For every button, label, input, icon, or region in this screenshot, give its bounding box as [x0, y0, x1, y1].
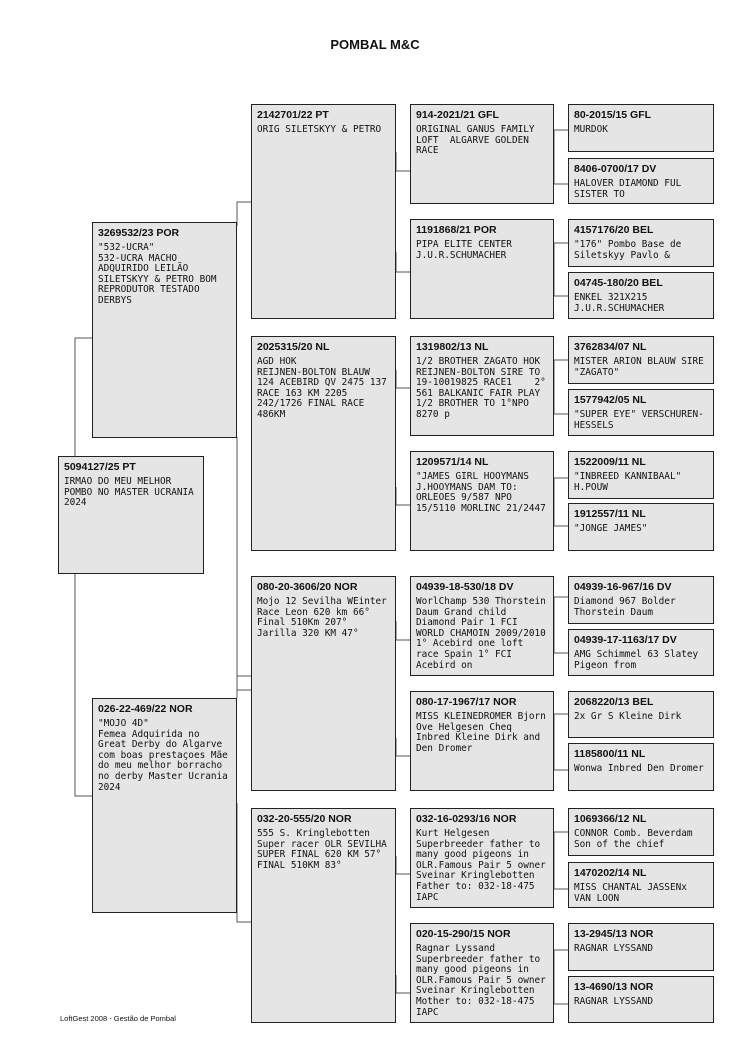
pedigree-card-gen4-4[interactable] [410, 451, 554, 551]
ring-number: 914-2021/21 GFL [416, 109, 499, 121]
ring-number: 3762834/07 NL [574, 341, 647, 353]
ring-number: 032-20-555/20 NOR [257, 813, 352, 825]
pedigree-card-gen5-13[interactable] [568, 808, 714, 856]
ring-number: 04745-180/20 BEL [574, 277, 663, 289]
bird-notes: AGD HOK REIJNEN-BOLTON BLAUW 124 ACEBIRD QV 2475 137 RACE 163 KM 2205 242/1726 FINAL RACE 486KM [257, 356, 387, 420]
ring-number: 1069366/12 NL [574, 813, 647, 825]
pedigree-card-gen5-16[interactable] [568, 976, 714, 1023]
ring-number: 5094127/25 PT [64, 461, 136, 473]
bird-notes: "SUPER EYE" VERSCHUREN-HESSELS [574, 409, 704, 431]
pedigree-card-sire-sire[interactable] [251, 104, 396, 319]
ring-number: 080-17-1967/17 NOR [416, 696, 517, 708]
pedigree-card-gen5-4[interactable] [568, 272, 714, 319]
ring-number: 04939-16-967/16 DV [574, 581, 672, 593]
bird-notes: PIPA ELITE CENTER J.U.R.SCHUMACHER [416, 239, 518, 261]
ring-number: 080-20-3606/20 NOR [257, 581, 358, 593]
bird-notes: "JONGE JAMES" [574, 523, 648, 534]
pedigree-card-gen5-6[interactable] [568, 389, 714, 436]
bird-notes: MISTER ARION BLAUW SIRE "ZAGATO" [574, 356, 710, 378]
pedigree-card-gen5-2[interactable] [568, 158, 714, 204]
pedigree-card-sire-dam[interactable] [251, 336, 396, 551]
ring-number: 1912557/11 NL [574, 508, 646, 520]
ring-number: 1319802/13 NL [416, 341, 489, 353]
pedigree-card-gen5-7[interactable] [568, 451, 714, 499]
pedigree-card-subject[interactable] [58, 456, 204, 574]
ring-number: 1185800/11 NL [574, 748, 646, 760]
pedigree-card-gen5-15[interactable] [568, 923, 714, 971]
pedigree-card-gen4-5[interactable] [410, 576, 554, 676]
pedigree-card-gen5-11[interactable] [568, 691, 714, 738]
bird-notes: Wonwa Inbred Den Dromer [574, 763, 704, 774]
bird-notes: MISS KLEINEDROMER Bjorn Ove Helgesen Cheq Inbred Kleine Dirk and Den Dromer [416, 711, 552, 754]
bird-notes: "INBREED KANNIBAAL" H.POUW [574, 471, 687, 493]
bird-notes: 2x Gr S Kleine Dirk [574, 711, 682, 722]
bird-notes: ORIGINAL GANUS FAMILY LOFT ALGARVE GOLDEN RACE [416, 124, 541, 157]
pedigree-card-gen5-12[interactable] [568, 743, 714, 791]
bird-notes: RAGNAR LYSSAND [574, 996, 654, 1007]
ring-number: 2068220/13 BEL [574, 696, 654, 708]
bird-notes: AMG Schimmel 63 Slatey Pigeon from [574, 649, 704, 671]
ring-number: 8406-0700/17 DV [574, 163, 657, 175]
bird-notes: CONNOR Comb. Beverdam Son of the chief [574, 828, 699, 850]
ring-number: 1522009/11 NL [574, 456, 646, 468]
ring-number: 13-4690/13 NOR [574, 981, 654, 993]
pedigree-card-dam-dam[interactable] [251, 808, 396, 1023]
ring-number: 1209571/14 NL [416, 456, 489, 468]
bird-notes: Kurt Helgesen Superbreeder father to many good pigeons in OLR.Famous Pair 5 owner Sveinar Kringlebotten Father to: 032-18-475 IAPC [416, 828, 552, 903]
pedigree-card-gen5-9[interactable] [568, 576, 714, 624]
bird-notes: 555 S. Kringlebotten Super racer OLR SEVILHA SUPER FINAL 620 KM 57° FINAL 510KM 83° [257, 828, 393, 871]
pedigree-card-gen4-8[interactable] [410, 923, 554, 1023]
bird-notes: Diamond 967 Bolder Thorstein Daum [574, 596, 682, 618]
pedigree-card-sire[interactable] [92, 222, 237, 438]
bird-notes: WorlChamp 530 Thorstein Daum Grand child Diamond Pair 1 FCI WORLD CHAMOIN 2009/2010 1° Acebird one loft race Spain 1° FCI Acebird on [416, 596, 552, 671]
pedigree-card-gen5-14[interactable] [568, 862, 714, 908]
ring-number: 1470202/14 NL [574, 867, 647, 879]
ring-number: 2142701/22 PT [257, 109, 329, 121]
bird-notes: Mojo 12 Sevilha WEinter Race Leon 620 km 66° Final 510Km 207° Jarilla 320 KM 47° [257, 596, 393, 639]
ring-number: 4157176/20 BEL [574, 224, 654, 236]
page-title: POMBAL M&C [330, 37, 420, 52]
pedigree-card-dam[interactable] [92, 698, 237, 913]
pedigree-card-dam-sire[interactable] [251, 576, 396, 791]
ring-number: 020-15-290/15 NOR [416, 928, 511, 940]
bird-notes: IRMAO DO MEU MELHOR POMBO NO MASTER UCRANIA 2024 [64, 476, 200, 509]
ring-number: 04939-18-530/18 DV [416, 581, 514, 593]
bird-notes: ORIG SILETSKYY & PETRO [257, 124, 382, 135]
pedigree-card-gen5-1[interactable] [568, 104, 714, 152]
bird-notes: "176" Pombo Base de Siletskyy Pavlo & [574, 239, 687, 261]
ring-number: 80-2015/15 GFL [574, 109, 652, 121]
pedigree-card-gen5-10[interactable] [568, 629, 714, 676]
pedigree-card-gen4-3[interactable] [410, 336, 554, 436]
bird-notes: 1/2 BROTHER ZAGATO HOK REIJNEN-BOLTON SIRE TO 19-10019825 RACE1 2° 561 BALKANIC FAIR PLAY 1/2 BROTHER TO 1°NPO 8270 p [416, 356, 552, 420]
bird-notes: MURDOK [574, 124, 608, 135]
pedigree-card-gen4-2[interactable] [410, 219, 554, 319]
pedigree-card-gen4-6[interactable] [410, 691, 554, 791]
pedigree-card-gen5-3[interactable] [568, 219, 714, 267]
bird-notes: MISS CHANTAL JASSENx VAN LOON [574, 882, 693, 904]
ring-number: 1577942/05 NL [574, 394, 647, 406]
ring-number: 3269532/23 POR [98, 227, 180, 239]
bird-notes: HALOVER DIAMOND FUL SISTER TO [574, 178, 687, 200]
bird-notes: "532-UCRA" 532-UCRA MACHO ADQUIRIDO LEILÃO SILETSKYY & PETRO BOM REPRODUTOR TESTADO DERBYS [98, 242, 217, 306]
bird-notes: Ragnar Lyssand Superbreeder father to many good pigeons in OLR.Famous Pair 5 owner Sveinar Kringlebotten Mother to: 032-18-475 IAPC [416, 943, 552, 1018]
pedigree-card-gen5-8[interactable] [568, 503, 714, 551]
footer-credit: LoftGest 2008 - Gestão de Pombal [60, 1014, 176, 1023]
pedigree-card-gen4-1[interactable] [410, 104, 554, 204]
ring-number: 2025315/20 NL [257, 341, 330, 353]
ring-number: 032-16-0293/16 NOR [416, 813, 517, 825]
pedigree-card-gen5-5[interactable] [568, 336, 714, 384]
pedigree-card-gen4-7[interactable] [410, 808, 554, 908]
ring-number: 1191868/21 POR [416, 224, 497, 236]
bird-notes: RAGNAR LYSSAND [574, 943, 654, 954]
ring-number: 026-22-469/22 NOR [98, 703, 193, 715]
ring-number: 04939-17-1163/17 DV [574, 634, 677, 646]
bird-notes: "MOJO 4D" Femea Adquirida no Great Derby do Algarve com boas prestaçoes Mãe do meu melhor borracho no derby Master Ucrania 2024 [98, 718, 228, 793]
bird-notes: "JAMES GIRL HOOYMANS J.HOOYMANS DAM TO: ORLEOES 9/587 NPO 15/5110 MORLINC 21/2447 [416, 471, 546, 514]
bird-notes: ENKEL 321X215 J.U.R.SCHUMACHER [574, 292, 665, 314]
ring-number: 13-2945/13 NOR [574, 928, 654, 940]
